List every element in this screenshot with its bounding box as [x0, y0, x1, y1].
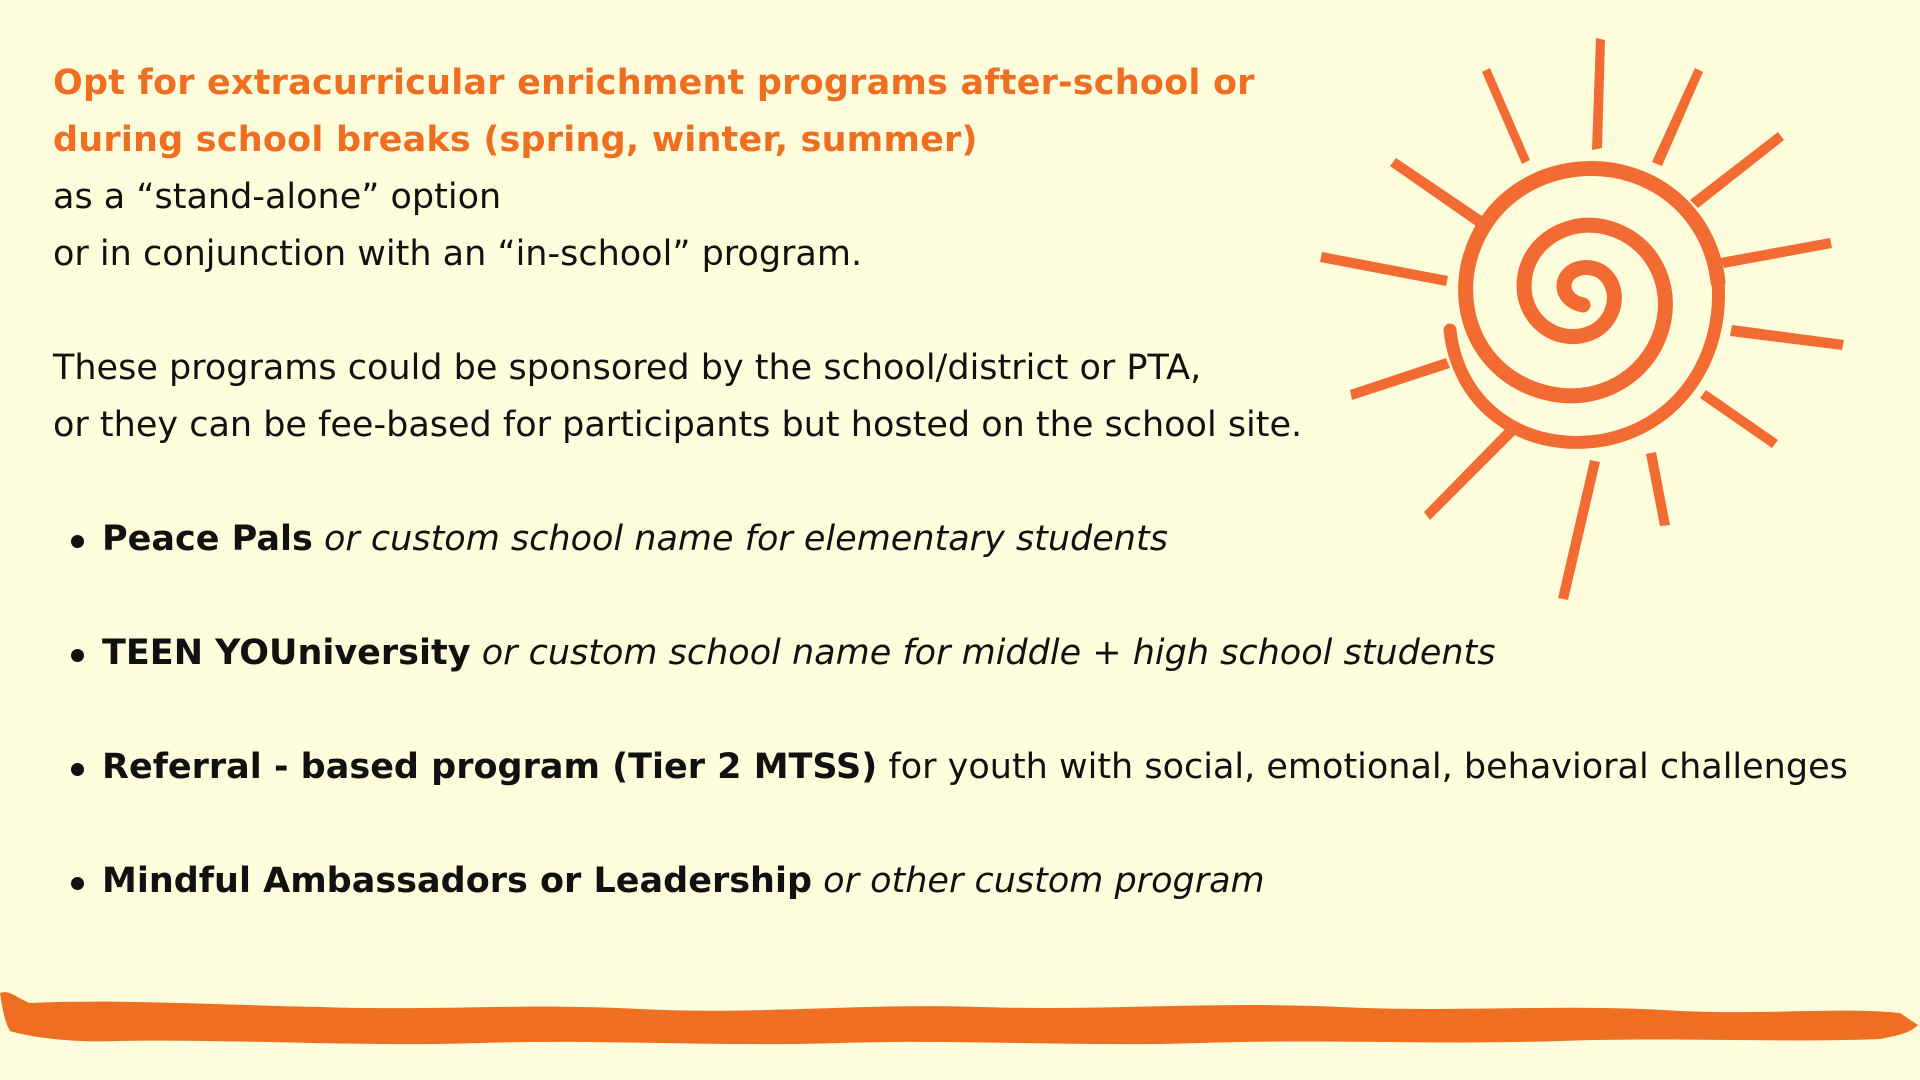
sun-ray: [1424, 420, 1522, 520]
brush-stroke: [0, 992, 1918, 1044]
sun-ray: [1558, 460, 1600, 600]
bullet-icon: [71, 877, 84, 890]
spiral-sun-icon: [1300, 20, 1860, 610]
sun-ray: [1390, 158, 1482, 226]
sun-ray: [1482, 68, 1530, 164]
program-description: for youth with social, emotional, behavioral challenges: [888, 747, 1848, 787]
sponsor-line-2: or they can be fee-based for participants but hosted on the school site.: [53, 405, 1303, 445]
intro-line-2: or in conjunction with an “in-school” program.: [53, 234, 863, 274]
headline-line-2: during school breaks (spring, winter, summer): [53, 120, 978, 160]
program-item-mindful-ambassadors: [53, 853, 1853, 910]
sun-rays: [1320, 38, 1844, 600]
sun-ray: [1350, 358, 1450, 400]
sun-ray: [1646, 452, 1670, 526]
sun-ray: [1652, 68, 1703, 166]
program-name: Mindful Ambassadors or Leadership: [102, 861, 813, 901]
bullet-icon: [71, 763, 84, 776]
sun-ray: [1700, 390, 1778, 448]
sponsor-line-1: These programs could be sponsored by the school/district or PTA,: [53, 348, 1202, 388]
bullet-icon: [71, 649, 84, 662]
brush-stroke-divider: [0, 985, 1920, 1055]
sun-spiral: [1466, 168, 1718, 395]
bullet-icon: [71, 535, 84, 548]
sun-ray: [1690, 132, 1784, 208]
sun-ray: [1720, 238, 1832, 268]
headline-line-1: Opt for extracurricular enrichment programs after-school or: [53, 63, 1255, 103]
program-description: or custom school name for elementary students: [323, 519, 1168, 559]
program-name: Peace Pals: [102, 519, 313, 559]
sun-ray: [1320, 252, 1448, 286]
program-item-referral: [53, 739, 1853, 796]
program-item-teen-youniversity: [53, 625, 1853, 682]
program-name: TEEN YOUniversity: [102, 633, 471, 673]
program-name: Referral - based program (Tier 2 MTSS): [102, 747, 878, 787]
sun-ray: [1592, 38, 1605, 150]
intro-line-1: as a “stand-alone” option: [53, 177, 502, 217]
sun-ray: [1730, 325, 1844, 350]
program-description: or custom school name for middle + high school students: [481, 633, 1496, 673]
program-description: or other custom program: [823, 861, 1265, 901]
